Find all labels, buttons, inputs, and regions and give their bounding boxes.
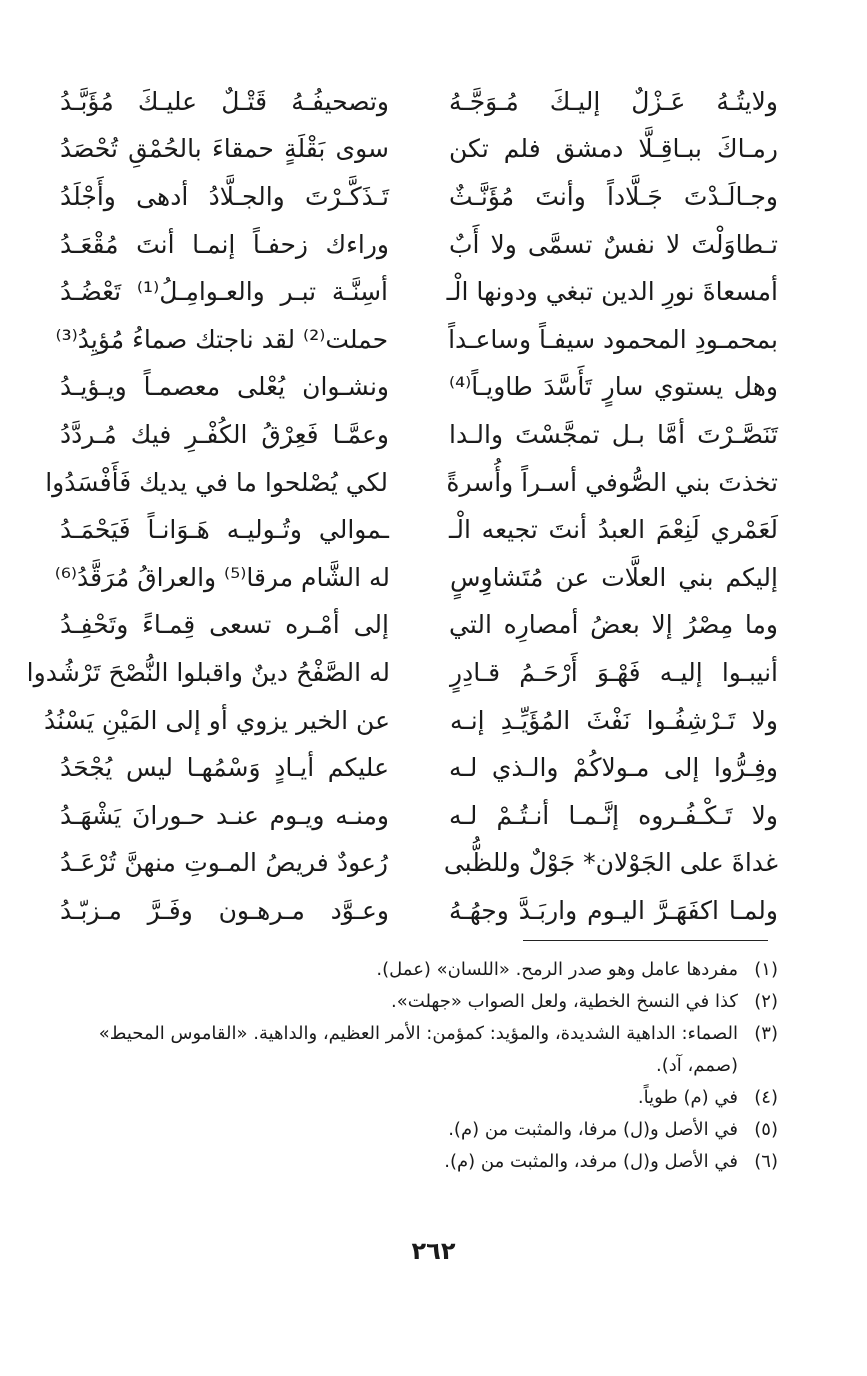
footnote-number: (١): [754, 959, 778, 980]
first-hemistich: ولمـا اكفَهَـرَّ اليـوم واربَـدَّ وجهُـهُ: [449, 895, 778, 925]
verse-row: [60, 840, 778, 888]
first-hemistich: ولايتُـهُ عَـزْلٌ إليـكَ مُـوَجَّـهُ: [449, 86, 778, 116]
first-hemistich: وفِـرُّوا إلى مـولاكُمْ والـذي لـه: [449, 753, 778, 783]
footnote: [70, 954, 778, 986]
verse-row: [60, 126, 778, 174]
first-hemistich: لَعَمْري لَنِعْمَ العبدُ أنتَ تجيعه الْـ: [449, 515, 778, 545]
second-hemistich: له الشَّام مرقا⁽⁵⁾ والعراقُ مُرَقَّدُ⁽⁶⁾: [54, 562, 390, 592]
first-hemistich: رمـاكَ ببـاقِـلَّا دمشق فلم تكن: [449, 134, 778, 164]
second-hemistich: وعمَّـا فَعِرْقُ الكُفْـرِ فيك مُـردَّدُ: [60, 419, 389, 449]
first-hemistich: ولا تَـكْـفُـروه إنَّـمـا أنـتُـمْ لـه: [449, 800, 778, 830]
second-hemistich: ونشـوان يُعْلى معصمـاً ويـؤيـدُ: [60, 372, 389, 402]
verse-row: [60, 411, 778, 459]
footnote: [70, 1146, 778, 1178]
second-hemistich: حملت⁽²⁾ لقد ناجتك صماءُ مُؤيِدُ⁽³⁾: [55, 324, 389, 354]
verse-row: [60, 268, 778, 316]
footnote-text: في الأصل و(ل) مرفا، والمثبت من (م).: [448, 1119, 738, 1140]
first-hemistich: أنيبـوا إليـه فَهْـوَ أَرْحَـمُ قـادِرٍ: [450, 657, 778, 687]
page-number: ٢٦٢: [411, 1237, 456, 1265]
verse-row: [60, 602, 778, 650]
verse-row: [55, 316, 778, 364]
second-hemistich: له الصَّفْحُ دينٌ واقبلوا النُّصْحَ تَرْشُدوا: [26, 657, 390, 687]
verse-row: [60, 221, 778, 269]
second-hemistich: رُعودٌ فريصُ المـوتِ منهنَّ تُرْعَـدُ: [60, 848, 388, 878]
poem-body: [26, 78, 778, 938]
footnote-text: في (م) طوياً.: [637, 1087, 738, 1108]
second-hemistich: سوى بَقْلَةٍ حمقاءَ بالحُمْقِ تُحْصَدُ: [60, 134, 389, 164]
verse-row: [60, 887, 778, 935]
second-hemistich: إلى أمْـره تسعى قِمـاءً وتَحْفِـدُ: [60, 610, 389, 640]
first-hemistich: تَنَصَّـرْتَ أمَّا بـل تمجَّسْتَ والـدا: [449, 419, 778, 449]
footnote: [70, 1114, 778, 1146]
second-hemistich: لكي يُصْلحوا ما في يديك فَأَفْسَدُوا: [45, 467, 388, 497]
first-hemistich: ولا تَـرْشِفُـوا نَفْثَ المُؤَيِّـدِ إنـه: [450, 705, 778, 735]
first-hemistich: بمحمـودِ المحمود سيفـاً وساعـداً: [448, 324, 778, 354]
verse-row: [60, 173, 778, 221]
second-hemistich: عن الخير يزوي أو إلى المَيْنِ يَسْنُدُ: [44, 705, 390, 735]
footnote-divider: [523, 940, 768, 941]
footnote-number: (٤): [754, 1087, 778, 1108]
verse-row: [60, 744, 778, 792]
footnote: [70, 1018, 778, 1082]
verse-row: [45, 459, 778, 507]
first-hemistich: إليكم بني العلَّات عن مُتَشاوِسٍ: [450, 562, 778, 592]
verse-row: [60, 506, 778, 554]
verse-row: [44, 697, 778, 745]
footnote-text: في الأصل و(ل) مرفد، والمثبت من (م).: [444, 1151, 738, 1172]
verse-row: [60, 364, 778, 412]
footnote-number: (٢): [754, 991, 778, 1012]
second-hemistich: ـموالي وتُـوليـه هَـوَانـاً فَيَحْمَـدُ: [60, 515, 389, 545]
first-hemistich: تخذتَ بني الصُّوفي أسـراً وأُسرةً: [446, 467, 778, 497]
verse-row: [26, 649, 778, 697]
second-hemistich: وتصحيفُـهُ قَتْـلٌ عليـكَ مُؤَبَّـدُ: [60, 86, 389, 116]
footnote: [70, 1082, 778, 1114]
verse-row: [60, 78, 778, 126]
footnote-number: (٥): [754, 1119, 778, 1140]
verse-row: [54, 554, 778, 602]
second-hemistich: عليكم أيـادٍ وَسْمُهـا ليس يُجْحَدُ: [60, 753, 389, 783]
first-hemistich: وما مِصْرُ إلا بعضُ أمصارِه التي: [449, 610, 778, 640]
first-hemistich: وجـالَـدْتَ جَـلَّاداً وأنتَ مُؤَنَّـثٌ: [449, 181, 778, 211]
second-hemistich: ومنـه ويـوم عنـد حـورانَ يَشْهَـدُ: [60, 800, 389, 830]
second-hemistich: وراءك زحفـاً إنمـا أنتَ مُقْعَـدُ: [60, 229, 389, 259]
footnotes: [70, 954, 778, 1178]
second-hemistich: أسِنَّـة تبـر والعـوامِـلُ⁽¹⁾ تَعْضُـدُ: [60, 277, 388, 307]
second-hemistich: وعـوَّد مـرهـون وفَـرَّ مـزبّـدُ: [60, 895, 389, 925]
footnote: [70, 986, 778, 1018]
second-hemistich: تَـذَكَّـرْتَ والجـلَّادُ أدهى وأَجْلَدُ: [60, 181, 389, 211]
footnote-number: (٦): [754, 1151, 778, 1172]
first-hemistich: وهل يستوي سارٍ تَأَسَّدَ طاويـاً⁽⁴⁾: [449, 372, 778, 402]
footnote-text: مفردها عامل وهو صدر الرمح. «اللسان» (عمل).: [376, 959, 738, 980]
footnote-text: كذا في النسخ الخطية، ولعل الصواب «جهلت».: [391, 991, 738, 1012]
first-hemistich: أمسعاةَ نورِ الدين تبغي ودونها الْـ: [446, 277, 778, 307]
first-hemistich: غداةَ على الجَوْلان* جَوْلٌ وللظُّبى: [443, 848, 778, 878]
footnote-number: (٣): [754, 1023, 778, 1044]
verse-row: [60, 792, 778, 840]
first-hemistich: تـطاوَلْتَ لا نفسٌ تسمَّى ولا أَبٌ: [449, 229, 778, 259]
footnote-text: الصماء: الداهية الشديدة، والمؤيد: كمؤمن: الأمر العظيم، والداهية. «القاموس المحيط» (صمم، آد).: [98, 1023, 738, 1076]
